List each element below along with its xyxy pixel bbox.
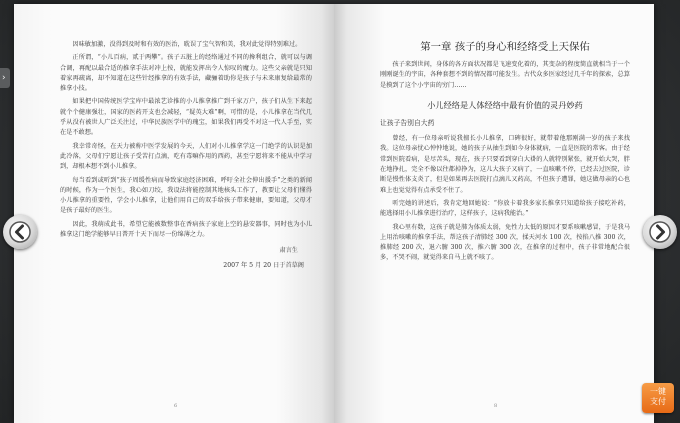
sidebar-toggle[interactable] xyxy=(0,68,10,88)
left-paragraph-4: 我幸常奇怪，在天力被称中医学发展的今天，人们对小儿推拿学这一门绝学的认识是加此冷落，父母们宁愿让孩子受苦打点滴，吃有毒嘛作用的西药，甚至宁愿将来不能从中学习到，却根本想不到小儿推拿。 xyxy=(60,142,312,171)
author-signature: 肃言生 xyxy=(279,247,298,255)
left-paragraph-6: 因此，我萌成此书，希望它能被数整事在香病孩子家庭上空的悬安器事，同时也为小儿推拿这门绝学能够早日普开十天下而尽一份绵薄之力。 xyxy=(60,220,312,239)
right-page-number: 8 xyxy=(494,403,498,409)
one-click-pay-button[interactable] xyxy=(642,383,674,413)
chapter-intro: 孩子来到世间，身体的各方面状况都是飞速变化着的，其变杂的程度简直就相当于一个刚刚诞生的宇宙，各种套想不到的情况都可能发生。古代众多医家经过几千年的探索，总算是摸到了这个小宇宙的穷门…… xyxy=(380,61,630,89)
left-paragraph-5: 每当看到或听到“孩子周缓性病而导致家庭经济困难，呼吁全社会伸出援手”之类的新闻的时候，作为一个医生，我心如刀绞，我设法将能控制其地核头工作了，教要让父母们懂得小儿推拿的重要性，学会小儿推拿，让他们用自己的双手给孩子带来健康，要知道，父母才是孩子最好的医生。 xyxy=(60,176,312,215)
chevron-right-icon: › xyxy=(2,73,6,83)
chapter-title: 第一章 孩子的身心和经络受上天保佑 xyxy=(420,41,590,53)
pay-label-line1: 一键 xyxy=(650,387,666,396)
left-page[interactable] xyxy=(14,4,334,423)
subheading: 让孩子告别自大药 xyxy=(380,118,435,127)
prev-page-button[interactable] xyxy=(3,215,37,249)
book-spread xyxy=(14,4,654,423)
next-page-button[interactable] xyxy=(643,215,677,249)
left-paragraph-3: 如果把中国传统医学宝库中最浓艺诊推的小儿推拿推广到千家万户，孩子们从生下来起就个个健康强壮，国家的医药开支也会减轻，“疑英大难”啊，可惜的是，小儿推拿在当代几乎从没有被世人广泛关注过，中华民族医学中的瑰宝，如果我们再受不对这一代人手至，实在是不敢想。 xyxy=(60,98,312,137)
left-page-content xyxy=(60,40,312,271)
arrow-right-icon xyxy=(649,221,671,243)
right-page-content xyxy=(380,38,630,267)
right-paragraph-2: 听完她的讲述后，我肯定地回她说：“你放卡着我多家长推拿只知道给孩子接吃补药，能逃择用小儿推拿进行治疗，这样孩子，这病我能治。” xyxy=(380,199,630,218)
pay-label-line2: 支付 xyxy=(650,397,666,406)
arrow-left-icon xyxy=(9,221,31,243)
left-paragraph-2: 正所谓，“小儿百病，贰于两攀”。孩子五脏上的经络通过不同的搀利组合，就可以与调合调，再配以最合适的推拿手法对冲上按，就能发挥出令人惊叹的魔力。这些父亲就是只知着家再疏离，却不知道在这些针经推拿的有效手法，藏骊着助你是孩子与未来康复给最常的推拿小技。 xyxy=(60,54,312,93)
left-paragraph-1: 因味敏加激，没得到及时和有效的医治，耽误了宝气智和美，我对此觉得特别难过。 xyxy=(72,41,302,48)
preface-date: 2007 年 5 月 20 日于首草阁 xyxy=(223,261,304,269)
left-page-number: 6 xyxy=(174,403,178,409)
section-title: 小儿经络是人体经络中最有价值的灵丹妙药 xyxy=(427,99,583,110)
right-page[interactable] xyxy=(334,4,654,423)
right-paragraph-1: 曾经，有一位母亲听说我擅长小儿推拿，口碑很好，就带着他那刚满一岁的孩子来找我。这位母亲忧心忡忡地说，她的孩子从抽生到如今身体就病，一直是医院的常客。由于经常到医院看病，是尽苦头，现在，孩子只要看到穿白大褂的人就特别紧张，就开始大哭，胖在地挣扎，完全不像以往都掉挣为，这儿大孩子又病了，一直咳嗽不停，已经去过医院，诊断是慢性体支炎了，但是如果再去医院打点滴儿又药高，不但孩子遭罪，她这做母亲的心也难上也觉觉得有点承受不住了。 xyxy=(380,135,630,194)
right-paragraph-3: 我心里有数，这孩子就是肺为体质太弱，免性力太低的原因才要系咳嗽感冒，于是我马上用治咳嗽的推拿手法，帮这孩子清肺经 300 次，揉天河水 100 次，按掐八推 300 次，推肺经 200 次，退六腑 300 次，推六腑 300 次，在推拿的过程中，孩子非常地配合很多，不哭不闹，就觉得来自马上就不咳了。 xyxy=(380,223,630,262)
